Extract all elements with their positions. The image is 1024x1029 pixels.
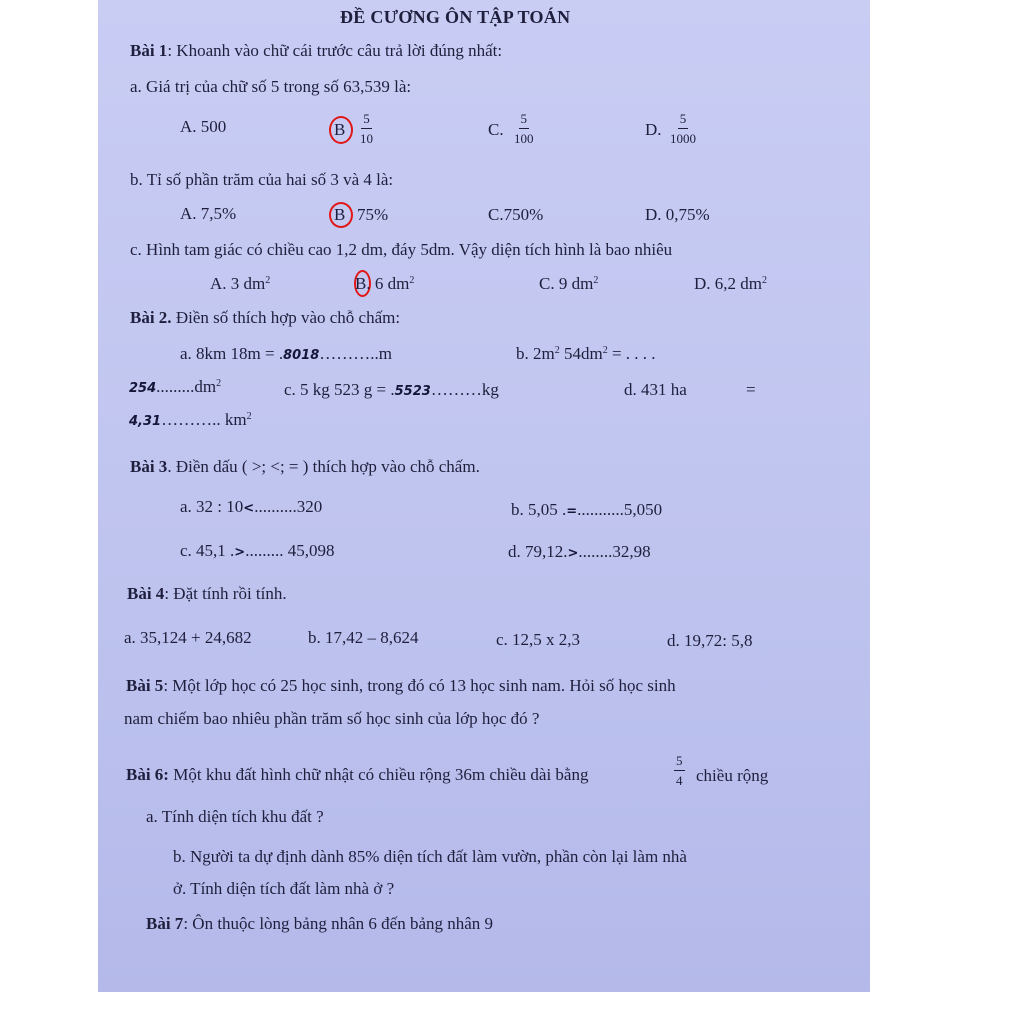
bai1a-option-d-letter: D. [645, 120, 662, 139]
bai1b-question: b. Tỉ số phần trăm của hai số 3 và 4 là: [130, 170, 394, 189]
bai1c-option-d: D. 6,2 $dm^2$ [694, 274, 767, 293]
handwritten-answer: < [243, 501, 255, 516]
worksheet-page [98, 0, 870, 992]
fraction-denominator: 4 [676, 773, 683, 788]
bai6-label: Bài 6: [126, 765, 169, 784]
bai6-part-a: a. Tính diện tích khu đất ? [146, 807, 324, 826]
bai1a-question: a. Giá trị của chữ số 5 trong số 63,539 là: [130, 77, 412, 96]
bai1c-question: c. Hình tam giác có chiều cao 1,2 dm, đáy 5dm. Vậy diện tích hình là bao nhiêu [130, 240, 673, 259]
handwritten-answer: > [567, 546, 579, 561]
bai1a-option-b-letter: B [334, 120, 346, 139]
handwritten-answer: > [234, 545, 246, 560]
handwritten-answer: 5523 [394, 384, 431, 399]
bai1-label: Bài 1 [130, 41, 168, 60]
fraction-denominator: 10 [360, 131, 373, 146]
bai2-item-c: c. 5 kg 523 g = .5523………kg [284, 380, 499, 399]
fraction-denominator: 100 [514, 131, 534, 146]
bai4-item-a: a. 35,124 + 24,682 [124, 628, 252, 647]
bai4-item-d: d. 19,72: 5,8 [667, 631, 753, 650]
bai1c-option-a: A. 3 $dm^2$ [210, 274, 271, 293]
bai3-item-d: d. 79,12.>........32,98 [508, 542, 651, 561]
bai1a-option-c-letter: C. [488, 120, 504, 139]
bai6-part-b-line2: ở. Tính diện tích đất làm nhà ở ? [173, 879, 395, 898]
bai1a-option-d-fraction [670, 112, 696, 145]
bai1b-option-b-text: 75% [357, 205, 389, 224]
bai5-line1: Bài 5: Một lớp học có 25 học sinh, trong đó có 13 học sinh nam. Hỏi số học sinh [126, 676, 676, 695]
bai7-label: Bài 7 [146, 914, 184, 933]
bai6-line1: Bài 6: Một khu đất hình chữ nhật có chiều rộng 36m chiều dài bằng [126, 765, 589, 784]
bai1b-option-c: C.750% [488, 205, 544, 224]
fraction-numerator: 5 [674, 754, 685, 771]
bai2-item-d-equals: = [746, 380, 756, 399]
bai3-heading [130, 458, 480, 475]
handwritten-answer: 254 [129, 381, 157, 396]
bai1-instruction: : Khoanh vào chữ cái trước câu trả lời đúng nhất: [167, 41, 503, 60]
bai7-line: Bài 7: Ôn thuộc lòng bảng nhân 6 đến bảng nhân 9 [146, 914, 494, 933]
bai3-item-a: a. 32 : 10<..........320 [180, 497, 323, 516]
bai1-heading [130, 42, 502, 59]
fraction-numerator: 5 [361, 112, 372, 129]
fraction-numerator: 5 [678, 112, 689, 129]
bai3-item-b: b. 5,05 .=...........5,050 [511, 500, 663, 519]
fraction-denominator: 1000 [670, 131, 696, 146]
handwritten-answer: = [566, 504, 578, 519]
bai3-label: Bài 3 [130, 457, 168, 476]
page-title: ĐỀ CƯƠNG ÔN TẬP TOÁN [340, 7, 571, 27]
bai2-label: Bài 2. [130, 308, 172, 327]
bai1c-option-b: B. 6 $dm^2$ [355, 274, 415, 293]
bai6-part-b-line1: b. Người ta dự định dành 85% diện tích đất làm vườn, phần còn lại làm nhà [173, 847, 687, 866]
bai4-label: Bài 4 [127, 584, 165, 603]
handwritten-answer: 4,31 [129, 414, 162, 429]
bai2-item-d: d. 431 ha [624, 380, 687, 399]
bai3-item-c: c. 45,1 .>......... 45,098 [180, 541, 335, 560]
bai5-label: Bài 5 [126, 676, 164, 695]
handwritten-answer: 8018 [283, 348, 320, 363]
bai1a-option-a: A. 500 [180, 117, 227, 136]
bai4-item-b: b. 17,42 – 8,624 [308, 628, 419, 647]
bai1b-option-b-letter: B [334, 205, 346, 224]
bai6-line1-end: chiều rộng [696, 766, 769, 785]
bai4-item-c: c. 12,5 x 2,3 [496, 630, 581, 649]
bai4-instruction: : Đặt tính rồi tính. [164, 584, 287, 603]
bai6-fraction [674, 754, 685, 787]
bai1a-option-b-fraction [360, 112, 373, 145]
bai5-line2: nam chiếm bao nhiêu phần trăm số học sinh của lớp học đó ? [124, 709, 540, 728]
bai1a-option-c-fraction [514, 112, 534, 145]
bai3-instruction: . Điền dấu ( >; <; = ) thích hợp vào chỗ chấm. [167, 457, 480, 476]
bai2-item-b-continued: $254.........dm^2$ [129, 377, 222, 396]
bai2-item-b: b. $2m^2$ $54dm^2$ = . . . . [516, 344, 656, 363]
bai4-heading [127, 585, 287, 602]
bai2-instruction: Điền số thích hợp vào chỗ chấm: [175, 308, 401, 327]
bai2-item-d-continued: 4,31……….. $km^2$ [129, 410, 252, 429]
bai2-heading [130, 309, 400, 326]
bai1c-option-c: C. 9 $dm^2$ [539, 274, 599, 293]
fraction-numerator: 5 [519, 112, 530, 129]
bai1b-option-d: D. 0,75% [645, 205, 710, 224]
bai2-item-a: a. 8km 18m = .8018………..m [180, 344, 393, 363]
bai1b-option-a: A. 7,5% [180, 204, 237, 223]
